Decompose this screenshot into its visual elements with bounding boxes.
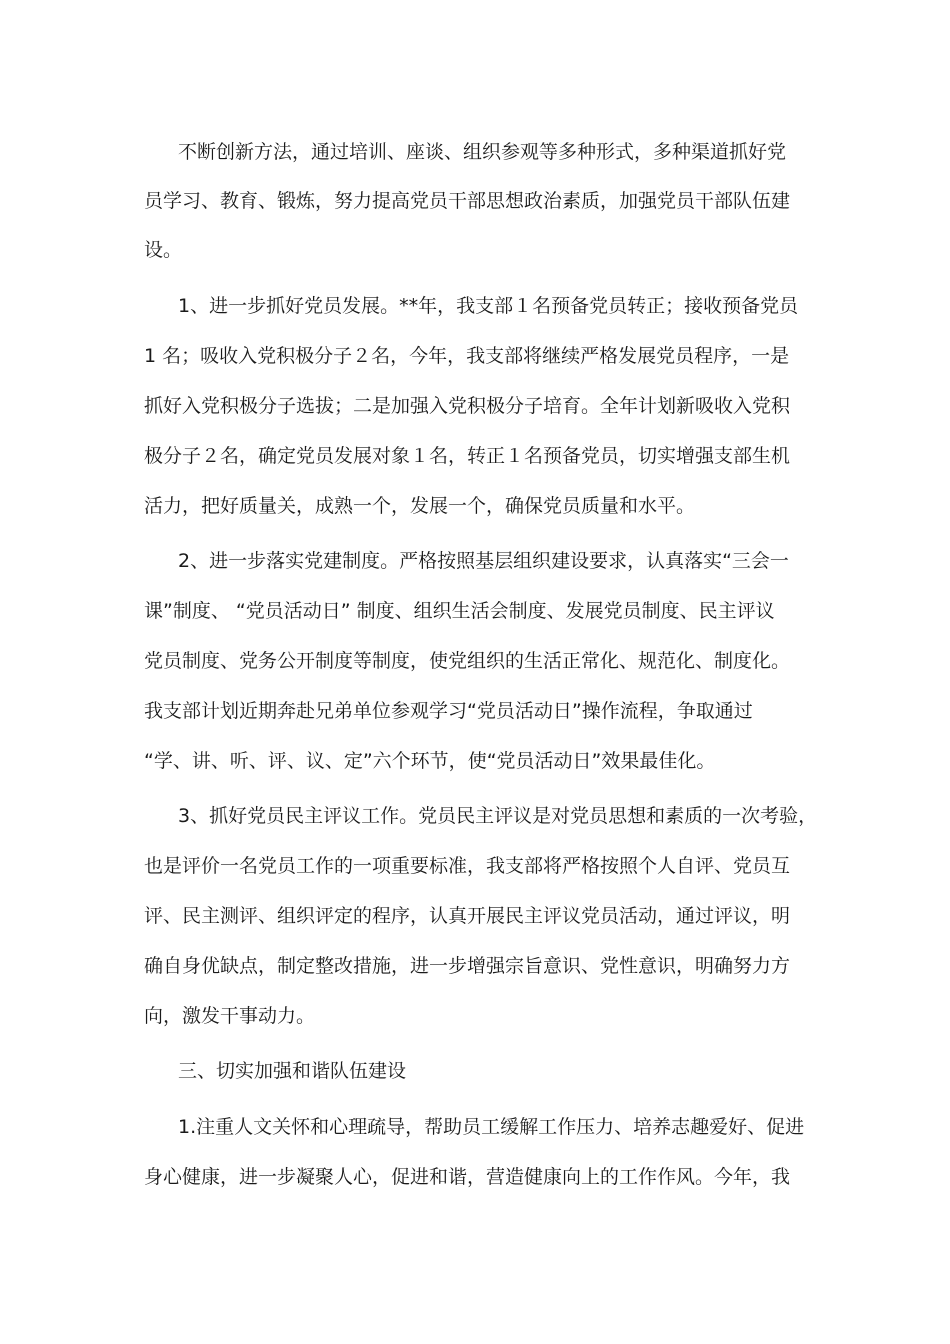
paragraph-2-line-2: 1 名；吸收入党积极分子２名，今年，我支部将继续严格发展党员程序，一是 xyxy=(144,345,790,367)
paragraph-4-line-5: 向，激发干事动力。 xyxy=(144,1005,316,1027)
section-heading: 三、切实加强和谐队伍建设 xyxy=(178,1060,407,1082)
paragraph-2-line-5: 活力，把好质量关，成熟一个，发展一个，确保党员质量和水平。 xyxy=(144,495,696,517)
paragraph-4-line-4: 确自身优缺点，制定整改措施，进一步增强宗旨意识、党性意识，明确努力方 xyxy=(144,955,791,977)
paragraph-1-line-2: 员学习、教育、锻炼，努力提高党员干部思想政治素质，加强党员干部队伍建 xyxy=(144,190,791,212)
paragraph-4-line-1: 3、抓好党员民主评议工作。党员民主评议是对党员思想和素质的一次考验， xyxy=(178,805,818,827)
paragraph-2-line-1: 1、进一步抓好党员发展。**年，我支部１名预备党员转正；接收预备党员 xyxy=(178,295,799,317)
paragraph-2-line-3: 抓好入党积极分子选拔；二是加强入党积极分子培育。全年计划新吸收入党积 xyxy=(144,395,791,417)
paragraph-1-line-3: 设。 xyxy=(144,239,183,261)
paragraph-5-line-1: 1.注重人文关怀和心理疏导，帮助员工缓解工作压力、培养志趣爱好、促进 xyxy=(178,1116,805,1138)
paragraph-3-line-5: “学、讲、听、评、议、定”六个环节，使“党员活动日”效果最佳化。 xyxy=(144,750,716,772)
paragraph-5-line-2: 身心健康，进一步凝聚人心，促进和谐，营造健康向上的工作作风。今年，我 xyxy=(144,1166,791,1188)
paragraph-4-line-3: 评、民主测评、组织评定的程序，认真开展民主评议党员活动，通过评议，明 xyxy=(144,905,791,927)
paragraph-3-line-1: 2、进一步落实党建制度。严格按照基层组织建设要求，认真落实“三会一 xyxy=(178,550,789,572)
paragraph-2-line-4: 极分子２名，确定党员发展对象１名，转正１名预备党员，切实增强支部生机 xyxy=(144,445,791,467)
paragraph-4-line-2: 也是评价一名党员工作的一项重要标准，我支部将严格按照个人自评、党员互 xyxy=(144,855,791,877)
paragraph-3-line-3: 党员制度、党务公开制度等制度，使党组织的生活正常化、规范化、制度化。 xyxy=(144,650,791,672)
paragraph-1-line-1: 不断创新方法，通过培训、座谈、组织参观等多种形式，多种渠道抓好党 xyxy=(178,141,787,163)
paragraph-3-line-2: 课”制度、 “党员活动日” 制度、组织生活会制度、发展党员制度、民主评议 xyxy=(144,600,775,622)
paragraph-3-line-4: 我支部计划近期奔赴兄弟单位参观学习“党员活动日”操作流程，争取通过 xyxy=(144,700,753,722)
